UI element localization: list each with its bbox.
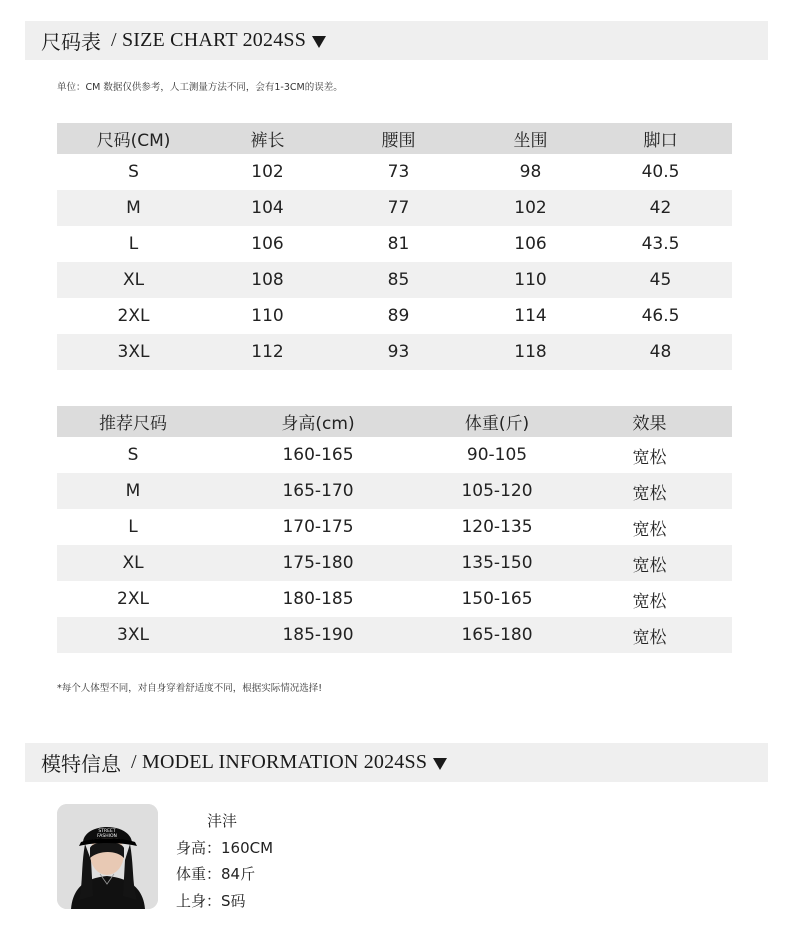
table-cell: S xyxy=(128,162,139,182)
table-cell: 46.5 xyxy=(641,306,680,326)
model-name: 沣沣 xyxy=(207,812,238,830)
header-cell: 推荐尺码 xyxy=(57,406,209,437)
cap-text-line2: FASHION xyxy=(97,834,117,839)
header-cell: 体重(斤) xyxy=(427,406,567,437)
table-cell: 175-180 xyxy=(209,545,427,581)
table-cell: S xyxy=(127,445,139,465)
table-cell: 110 xyxy=(251,306,284,326)
table-row xyxy=(57,545,732,581)
model-info-title-en: / MODEL INFORMATION 2024SS xyxy=(131,751,428,773)
table-row xyxy=(57,298,732,334)
header-cell: 裤长 xyxy=(210,123,325,154)
table-cell: 98 xyxy=(519,162,542,182)
table-row xyxy=(57,190,732,226)
table-cell: 165-180 xyxy=(427,617,567,653)
table-cell: 89 xyxy=(387,306,410,326)
table-cell: 110 xyxy=(472,262,589,298)
measurement-note: 单位：CM 数据仅供参考，人工测量方法不同，会有1-3CM的误差。 xyxy=(57,82,343,93)
model-info-title-cn: 模特信息 xyxy=(41,752,121,776)
table-cell: 108 xyxy=(210,262,325,298)
table-cell: 135-150 xyxy=(427,545,567,581)
table-cell: 43.5 xyxy=(641,234,680,254)
table-cell: 185-190 xyxy=(209,617,427,653)
model-photo xyxy=(57,804,158,909)
header-cell: 腰围 xyxy=(325,123,472,154)
table-cell: 40.5 xyxy=(641,162,680,182)
table-row xyxy=(57,509,732,545)
model-top-size: 上身：S码 xyxy=(176,891,246,910)
header-cell: 效果 xyxy=(567,406,732,437)
size-table-header xyxy=(57,123,732,154)
size-chart-banner xyxy=(25,21,768,60)
table-row xyxy=(57,473,732,509)
table-cell: 102 xyxy=(472,190,589,226)
table-row xyxy=(57,154,732,190)
table-cell: 77 xyxy=(325,190,472,226)
table-cell: 85 xyxy=(325,262,472,298)
table-cell: 118 xyxy=(472,334,589,370)
table-cell: 93 xyxy=(325,334,472,370)
table-cell: 165-170 xyxy=(209,473,427,509)
table-cell: 3XL xyxy=(57,334,210,370)
table-cell: 宽松 xyxy=(567,545,732,581)
table-row xyxy=(57,617,732,653)
table-cell: 160-165 xyxy=(282,445,354,465)
table-cell: 42 xyxy=(589,190,732,226)
table-cell: 170-175 xyxy=(282,517,354,537)
table-cell: 150-165 xyxy=(461,589,533,609)
recommend-table-header xyxy=(57,406,732,437)
header-cell: 身高(cm) xyxy=(209,406,427,437)
model-illustration xyxy=(57,804,158,909)
table-cell: 45 xyxy=(589,262,732,298)
table-row xyxy=(57,262,732,298)
table-cell: 2XL xyxy=(117,306,150,326)
table-cell: 120-135 xyxy=(461,517,533,537)
model-info xyxy=(176,808,273,914)
fit-note: *每个人体型不同，对自身穿着舒适度不同，根据实际情况选择! xyxy=(57,683,323,694)
table-row xyxy=(57,581,732,617)
table-cell: 48 xyxy=(589,334,732,370)
recommend-table xyxy=(57,406,732,653)
table-cell: 3XL xyxy=(57,617,209,653)
table-cell: XL xyxy=(57,262,210,298)
table-cell: 81 xyxy=(387,234,410,254)
table-cell: 宽松 xyxy=(567,473,732,509)
header-cell: 脚口 xyxy=(589,123,732,154)
table-cell: 73 xyxy=(387,162,410,182)
triangle-down-icon xyxy=(312,36,326,48)
table-cell: 2XL xyxy=(117,589,149,609)
table-cell: L xyxy=(128,234,139,254)
header-cell: 坐围 xyxy=(472,123,589,154)
model-height: 身高：160CM xyxy=(176,838,274,857)
table-cell: 102 xyxy=(251,162,284,182)
triangle-down-icon xyxy=(433,758,447,770)
table-cell: 104 xyxy=(210,190,325,226)
header-cell: 尺码(CM) xyxy=(57,123,210,154)
table-cell: 90-105 xyxy=(466,445,528,465)
table-cell: 宽松 xyxy=(632,447,667,468)
table-cell: 106 xyxy=(514,234,547,254)
table-cell: 180-185 xyxy=(282,589,354,609)
table-cell: XL xyxy=(57,545,209,581)
table-cell: 105-120 xyxy=(427,473,567,509)
table-row xyxy=(57,226,732,262)
size-chart-title-en: / SIZE CHART 2024SS xyxy=(111,29,307,51)
table-cell: M xyxy=(57,473,209,509)
table-row xyxy=(57,334,732,370)
table-cell: 宽松 xyxy=(632,591,667,612)
table-cell: 106 xyxy=(251,234,284,254)
table-cell: 宽松 xyxy=(567,617,732,653)
model-weight: 体重：84斤 xyxy=(176,865,256,883)
size-table xyxy=(57,123,732,370)
table-cell: L xyxy=(128,517,138,537)
table-cell: M xyxy=(57,190,210,226)
table-cell: 114 xyxy=(514,306,547,326)
model-info-banner xyxy=(25,743,768,782)
table-row xyxy=(57,437,732,473)
table-cell: 112 xyxy=(210,334,325,370)
table-cell: 宽松 xyxy=(632,519,667,540)
size-chart-title-cn: 尺码表 xyxy=(41,30,101,54)
cap-text-line1: STREET xyxy=(98,829,116,834)
